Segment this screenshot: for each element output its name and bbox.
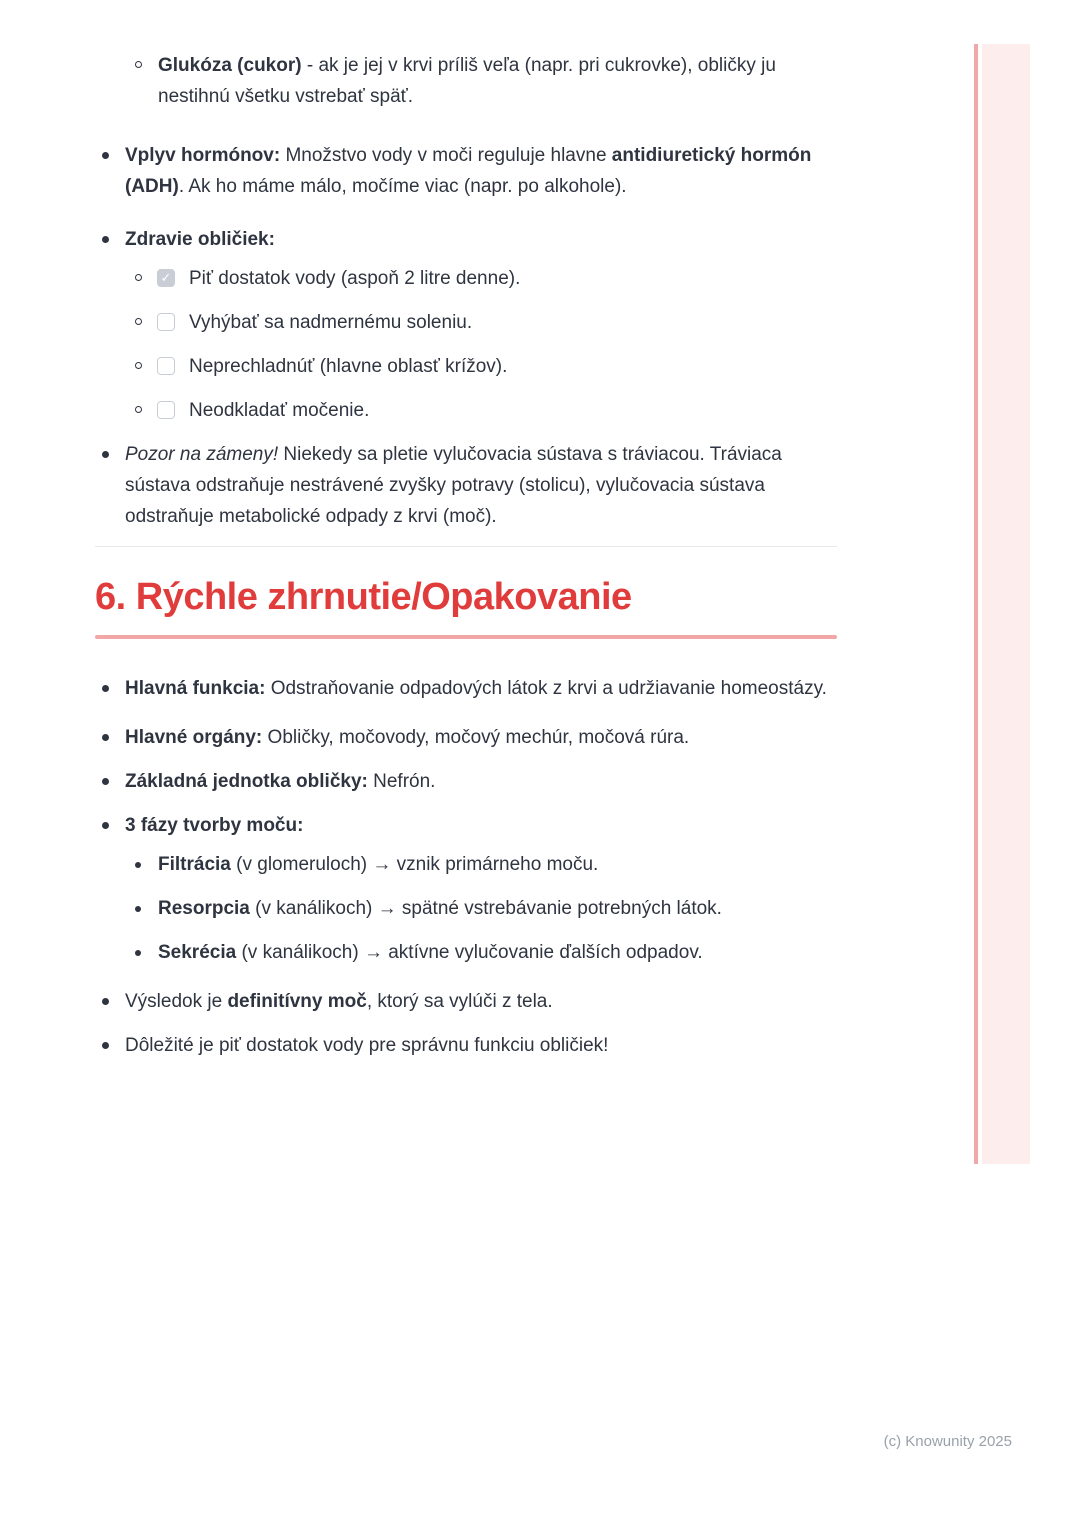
- checklist-item-solenie: [135, 307, 837, 338]
- circle-bullet-shape: [135, 406, 142, 413]
- bullet-icon: [95, 722, 125, 741]
- list-item-hormony: [95, 140, 837, 202]
- page-edge-accent-line: [974, 44, 978, 1164]
- list-item-filtracia: [135, 849, 837, 880]
- circle-bullet-shape: [135, 61, 142, 68]
- list-item-funkcia: [95, 673, 837, 704]
- glukoza-desc: - ak je jej v krvi príliš veľa (napr. pri cukrovke), obličky ju nestihnú všetku vstrebať späť.: [158, 55, 776, 107]
- pozor-desc: Niekedy sa pletie vylučovacia sústava s tráviacou. Tráviaca sústava odstraňuje nestrávené zvyšky potravy (stolicu), vylučovacia sústava odstraňuje metabolické odpady z krvi (moč).: [125, 444, 782, 527]
- bullet-shape: [102, 734, 109, 741]
- bullet-shape: [135, 950, 141, 956]
- pozor-term: Pozor na zámeny!: [125, 444, 279, 465]
- filtracia-desc: (v glomeruloch) → vznik primárneho moču.: [230, 854, 599, 875]
- bullet-shape: [135, 906, 141, 912]
- list-item-glukoza: [135, 50, 837, 112]
- list-item-vysledok: [95, 986, 837, 1017]
- bullet-icon: [95, 810, 125, 829]
- copyright-footer: (c) Knowunity 2025: [883, 1433, 1012, 1450]
- circle-bullet-shape: [135, 318, 142, 325]
- bullet-icon: [95, 140, 125, 159]
- checklist-item-voda: [135, 263, 837, 294]
- fazy-term: 3 fázy tvorby moču:: [125, 815, 304, 836]
- document-content: [95, 50, 837, 1074]
- list-item-text: [125, 722, 837, 753]
- checkbox[interactable]: [157, 401, 175, 419]
- zdravie-term: Zdravie obličiek:: [125, 229, 275, 250]
- hormony-adh-term: antidiuretický hormón (ADH): [125, 145, 812, 197]
- bullet-shape: [102, 822, 109, 829]
- circle-bullet-shape: [135, 274, 142, 281]
- circle-bullet-icon: [135, 395, 157, 413]
- bullet-shape: [102, 778, 109, 785]
- list-item-text: [125, 140, 837, 202]
- resorpcia-term: Resorpcia: [158, 898, 250, 919]
- filtracia-term: Filtrácia: [158, 854, 231, 875]
- checklist-item-mocenie: [135, 395, 837, 426]
- glukoza-term: Glukóza (cukor): [158, 55, 302, 76]
- bullet-shape: [102, 451, 109, 458]
- organy-desc: Obličky, močovody, močový mechúr, močová rúra.: [262, 727, 690, 748]
- bullet-shape: [102, 998, 109, 1005]
- bullet-shape: [102, 685, 109, 692]
- list-item-text: [158, 849, 837, 880]
- hormony-text-2: . Ak ho máme málo, močíme viac (napr. po alkohole).: [178, 176, 627, 197]
- bullet-icon: [135, 893, 158, 912]
- circle-bullet-icon: [135, 351, 157, 369]
- list-item-text: [158, 50, 837, 112]
- hormony-text-1: Množstvo vody v moči reguluje hlavne: [280, 145, 612, 166]
- checkbox[interactable]: [157, 357, 175, 375]
- page-edge-strip: [982, 44, 1030, 1164]
- bullet-icon: [95, 439, 125, 458]
- hormony-term: Vplyv hormónov:: [125, 145, 281, 166]
- list-item-pozor: [95, 439, 837, 532]
- bullet-shape: [102, 152, 109, 159]
- resorpcia-desc: (v kanálikoch) → spätné vstrebávanie potrebných látok.: [249, 898, 722, 919]
- list-item-text: [125, 439, 837, 532]
- list-item-sekrecia: [135, 937, 837, 968]
- section-divider: [95, 546, 837, 547]
- checkbox[interactable]: [157, 269, 175, 287]
- list-item-text: [125, 766, 837, 797]
- list-item-text: [125, 673, 837, 704]
- funkcia-term: Hlavná funkcia:: [125, 678, 266, 699]
- list-item-fazy: [95, 810, 837, 841]
- list-item-resorpcia: [135, 893, 837, 924]
- checklist-item-label: Piť dostatok vody (aspoň 2 litre denne).: [189, 268, 521, 289]
- section-heading: 6. Rýchle zhrnutie/Opakovanie: [95, 576, 632, 618]
- list-item-text: [125, 810, 837, 841]
- checklist-item-label: Neodkladať močenie.: [189, 400, 370, 421]
- circle-bullet-icon: [135, 50, 158, 68]
- sekrecia-desc: (v kanálikoch) → aktívne vylučovanie ďalších odpadov.: [236, 942, 703, 963]
- bullet-icon: [95, 1030, 125, 1049]
- list-item-zdravie: [95, 224, 837, 255]
- list-item-organy: [95, 722, 837, 753]
- checklist-item-label: Neprechladnúť (hlavne oblasť krížov).: [189, 356, 508, 377]
- checklist-item-label: Vyhýbať sa nadmernému soleniu.: [189, 312, 473, 333]
- list-item-text: [158, 893, 837, 924]
- circle-bullet-icon: [135, 263, 157, 281]
- list-item-text: Dôležité je piť dostatok vody pre správnu funkciu obličiek!: [125, 1035, 609, 1056]
- bullet-icon: [95, 766, 125, 785]
- organy-term: Hlavné orgány:: [125, 727, 263, 748]
- jednotka-desc: Nefrón.: [367, 771, 436, 792]
- bullet-shape: [135, 862, 141, 868]
- vysledok-pre: Výsledok je: [125, 991, 228, 1012]
- bullet-icon: [95, 224, 125, 243]
- bullet-icon: [95, 986, 125, 1005]
- jednotka-term: Základná jednotka obličky:: [125, 771, 368, 792]
- list-item-dolezite: [95, 1030, 837, 1061]
- bullet-icon: [95, 673, 125, 692]
- summary-list: [95, 673, 837, 1061]
- sekrecia-term: Sekrécia: [158, 942, 237, 963]
- heading-underline: [95, 635, 837, 639]
- checkbox[interactable]: [157, 313, 175, 331]
- bullet-shape: [102, 236, 109, 243]
- circle-bullet-icon: [135, 307, 157, 325]
- list-item-text: [125, 986, 837, 1017]
- bullet-icon: [135, 849, 158, 868]
- bullet-shape: [102, 1042, 109, 1049]
- checklist-item-prechladnutie: [135, 351, 837, 382]
- list-item-jednotka: [95, 766, 837, 797]
- vysledok-term: definitívny moč: [227, 991, 367, 1012]
- circle-bullet-shape: [135, 362, 142, 369]
- bullet-icon: [135, 937, 158, 956]
- funkcia-desc: Odstraňovanie odpadových látok z krvi a udržiavanie homeostázy.: [265, 678, 827, 699]
- vysledok-post: , ktorý sa vylúči z tela.: [366, 991, 553, 1012]
- list-item-text: [158, 937, 837, 968]
- list-item-text: [125, 224, 837, 255]
